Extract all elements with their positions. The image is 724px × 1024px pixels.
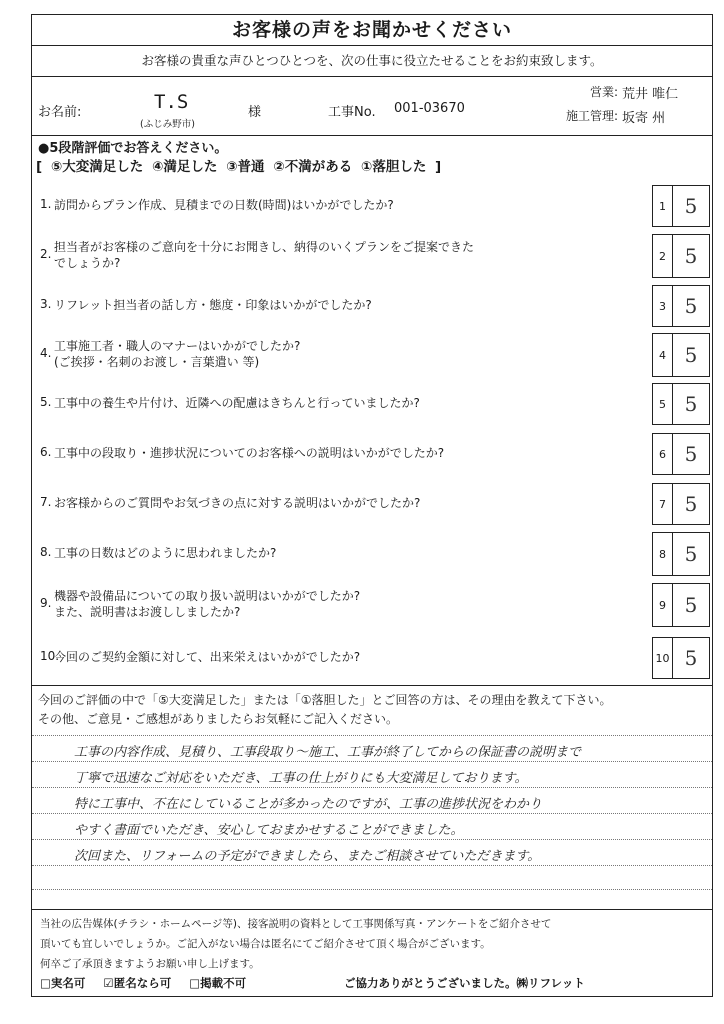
question-line: また、説明書はお渡ししましたか? bbox=[54, 605, 241, 619]
customer-name: T.S bbox=[154, 91, 189, 113]
score-value: 5 bbox=[684, 593, 698, 617]
score-value: 5 bbox=[684, 542, 698, 566]
score-box[interactable] bbox=[652, 234, 710, 278]
question-number: 2. bbox=[40, 247, 52, 261]
score-box-number: 5 bbox=[653, 384, 673, 424]
score-box[interactable] bbox=[652, 532, 710, 576]
name-label: お名前: bbox=[38, 105, 82, 120]
customer-location: (ふじみ野市) bbox=[140, 119, 195, 130]
score-value: 5 bbox=[684, 194, 698, 218]
score-box-number: 10 bbox=[653, 638, 673, 678]
score-box-number: 1 bbox=[653, 186, 673, 226]
question-line: 工事中の養生や片付け、近隣への配慮はきちんと行っていましたか? bbox=[54, 396, 420, 410]
score-box[interactable] bbox=[652, 583, 710, 627]
section-divider bbox=[32, 909, 712, 910]
score-value: 5 bbox=[684, 392, 698, 416]
question-number: 9. bbox=[40, 596, 52, 610]
comment-rule-line bbox=[32, 787, 712, 788]
score-box[interactable] bbox=[652, 433, 710, 475]
job-no-label: 工事No. bbox=[328, 105, 376, 120]
question-line: (ご挨拶・名刺のお渡し・言葉遣い 等) bbox=[54, 355, 260, 369]
question-text bbox=[54, 445, 444, 461]
comment-rule-line bbox=[32, 865, 712, 866]
comment-rule-line bbox=[32, 735, 712, 736]
comment-rule-line bbox=[32, 889, 712, 890]
option-no-publish[interactable]: □掲載不可 bbox=[189, 976, 247, 990]
score-box-number: 9 bbox=[653, 584, 673, 626]
question-line: お客様からのご質問やお気づきの点に対する説明はいかがでしたか? bbox=[54, 496, 421, 510]
customer-info-row bbox=[32, 77, 712, 136]
comments-intro-line: その他、ご意見・ご感想がありましたらお気軽にご記入ください。 bbox=[38, 712, 399, 726]
survey-form bbox=[31, 14, 713, 997]
job-no-value: 001-03670 bbox=[394, 101, 465, 116]
score-box-number: 2 bbox=[653, 235, 673, 277]
score-box-number: 8 bbox=[653, 533, 673, 575]
comments-intro bbox=[38, 691, 612, 729]
question-line: 担当者がお客様のご意向を十分にお聞きし、納得のいくプランをご提案できた bbox=[54, 240, 475, 254]
construction-label: 施工管理: bbox=[565, 109, 618, 123]
sales-value: 荒井 唯仁 bbox=[622, 87, 679, 102]
question-line: リフレット担当者の話し方・態度・印象はいかがでしたか? bbox=[54, 298, 372, 312]
question-text bbox=[54, 395, 420, 411]
honorific: 様 bbox=[248, 105, 262, 120]
handwritten-comment-line: 次回また、リフォームの予定ができましたら、またご相談させていただきます。 bbox=[74, 849, 541, 864]
question-number: 4. bbox=[40, 346, 52, 360]
score-box-number: 7 bbox=[653, 484, 673, 524]
footer-line: 当社の広告媒体(チラシ・ホームページ等)、接客説明の資料として工事関係写真・アンケートをご紹介させて bbox=[40, 918, 552, 930]
question-number: 1. bbox=[40, 197, 52, 211]
rating-instruction: ●5段階評価でお答えください。 bbox=[38, 141, 228, 156]
question-row bbox=[32, 481, 642, 525]
question-number: 6. bbox=[40, 445, 52, 459]
comment-rule-line bbox=[32, 839, 712, 840]
footer-notice bbox=[40, 914, 551, 974]
score-box[interactable] bbox=[652, 333, 710, 377]
score-value: 5 bbox=[684, 492, 698, 516]
question-number: 8. bbox=[40, 545, 52, 559]
question-text bbox=[54, 239, 474, 271]
question-text bbox=[54, 495, 420, 511]
question-line: 機器や設備品についての取り扱い説明はいかがでしたか? bbox=[54, 589, 361, 603]
question-line: 工事中の段取り・進捗状況についてのお客様への説明はいかがでしたか? bbox=[54, 446, 445, 460]
question-row bbox=[32, 635, 642, 679]
score-box[interactable] bbox=[652, 483, 710, 525]
question-line: でしょうか? bbox=[54, 256, 121, 270]
score-value: 5 bbox=[684, 294, 698, 318]
score-value: 5 bbox=[684, 646, 698, 670]
question-line: 工事施工者・職人のマナーはいかがでしたか? bbox=[54, 339, 301, 353]
footer-line: 何卒ご了承頂きますようお願い申し上げます。 bbox=[40, 958, 260, 970]
score-box[interactable] bbox=[652, 383, 710, 425]
question-row bbox=[32, 232, 642, 278]
handwritten-comment-line: 工事の内容作成、見積り、工事段取り〜施工、工事が終了してからの保証書の説明まで bbox=[74, 745, 582, 760]
question-number: 7. bbox=[40, 495, 52, 509]
score-value: 5 bbox=[684, 244, 698, 268]
handwritten-comment-line: 特に工事中、不在にしていることが多かったのですが、工事の進捗状況をわかり bbox=[74, 797, 543, 812]
question-text bbox=[54, 649, 360, 665]
question-number: 5. bbox=[40, 395, 52, 409]
score-box-number: 4 bbox=[653, 334, 673, 376]
question-text bbox=[54, 197, 394, 213]
score-box[interactable] bbox=[652, 285, 710, 327]
question-number: 10. bbox=[40, 649, 60, 663]
form-title: お客様の声をお聞かせください bbox=[32, 15, 712, 46]
question-line: 今回のご契約金額に対して、出来栄えはいかがでしたか? bbox=[54, 650, 361, 664]
question-number: 3. bbox=[40, 297, 52, 311]
question-row bbox=[32, 431, 642, 475]
question-text bbox=[54, 588, 360, 620]
score-value: 5 bbox=[684, 442, 698, 466]
question-row bbox=[32, 381, 642, 425]
question-text bbox=[54, 338, 300, 370]
thanks-note: ご協力ありがとうございました。㈱リフレット bbox=[344, 976, 585, 990]
form-subtitle: お客様の貴重な声ひとつひとつを、次の仕事に役立たせることをお約束致します。 bbox=[32, 46, 712, 77]
construction-value: 坂寄 州 bbox=[622, 111, 666, 126]
score-value: 5 bbox=[684, 343, 698, 367]
question-text bbox=[54, 545, 276, 561]
question-row bbox=[32, 530, 642, 576]
comments-intro-line: 今回のご評価の中で「⑤大変満足した」または「①落胆した」とご回答の方は、その理由を教えて下さい。 bbox=[38, 693, 612, 707]
handwritten-comment-line: やすく書面でいただき、安心しておまかせすることができました。 bbox=[74, 823, 464, 838]
score-box-number: 6 bbox=[653, 434, 673, 474]
sales-label: 営業: bbox=[589, 85, 618, 99]
question-row bbox=[32, 581, 642, 627]
score-box-number: 3 bbox=[653, 286, 673, 326]
footer-line: 頂いても宜しいでしょうか。ご記入がない場合は匿名にてご紹介させて頂く場合がございます。 bbox=[40, 938, 491, 950]
question-line: 工事の日数はどのように思われましたか? bbox=[54, 546, 277, 560]
question-text bbox=[54, 297, 372, 313]
option-anonymous[interactable]: ☑匿名なら可 bbox=[103, 976, 172, 990]
publication-options bbox=[40, 975, 260, 991]
section-divider bbox=[32, 685, 712, 686]
score-box[interactable] bbox=[652, 185, 710, 227]
question-row bbox=[32, 183, 642, 227]
score-box[interactable] bbox=[652, 637, 710, 679]
option-real-name[interactable]: □実名可 bbox=[40, 976, 86, 990]
comment-rule-line bbox=[32, 813, 712, 814]
question-row bbox=[32, 283, 642, 327]
question-row bbox=[32, 331, 642, 377]
question-line: 訪問からプラン作成、見積までの日数(時間)はいかがでしたか? bbox=[54, 198, 394, 212]
rating-scale: [ ⑤大変満足した ④満足した ③普通 ②不満がある ①落胆した ] bbox=[36, 159, 442, 175]
handwritten-comment-line: 丁寧で迅速なご対応をいただき、工事の仕上がりにも大変満足しております。 bbox=[74, 771, 528, 786]
comment-rule-line bbox=[32, 761, 712, 762]
